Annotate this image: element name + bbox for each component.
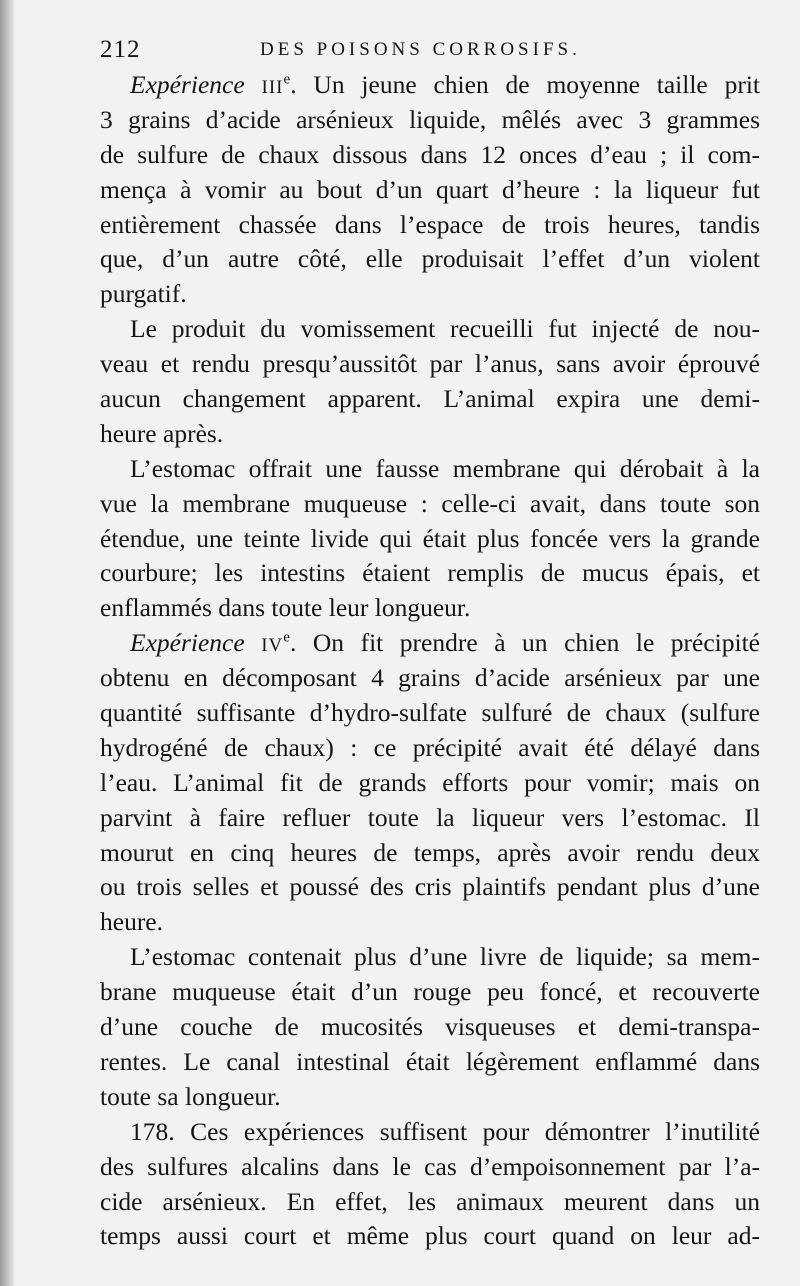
text-line: purgatif. (100, 279, 187, 309)
text-line: rentes. Le canal intestinal était légèrement enflammé dans (100, 1046, 760, 1076)
text-line: de sulfure de chaux dissous dans 12 onces d’eau ; il com- (100, 139, 760, 169)
text-line: 178. Ces expériences suffisent pour démontrer l’inutilité (130, 1116, 760, 1146)
text-line: Expérience IVe. On fit prendre à un chien le précipité (130, 628, 761, 658)
experiment-label: Expérience (130, 628, 245, 658)
text-line: d’une couche de mucosités visqueuses et demi-transpa- (100, 1012, 760, 1042)
text-line: Le produit du vomissement recueilli fut injecté de nou- (130, 314, 760, 344)
page-number: 212 (100, 36, 141, 63)
ordinal-suffix: e (283, 629, 290, 646)
text-line: mença à vomir au bout d’un quart d’heure : la liqueur fut (100, 174, 760, 204)
text-line: L’estomac offrait une fausse membrane qui dérobait à la (130, 453, 760, 483)
text-line: hydrogéné de chaux) : ce précipité avait été délayé dans (100, 732, 760, 762)
text-line: entièrement chassée dans l’espace de trois heures, tandis (100, 209, 760, 239)
text-line: obtenu en décomposant 4 grains d’acide arsénieux par une (100, 663, 760, 693)
text-line: toute sa longueur. (100, 1081, 281, 1111)
experiment-number: III (261, 77, 284, 98)
text-line: Expérience IIIe. Un jeune chien de moyenne taille prit (130, 70, 760, 99)
text-line: vue la membrane muqueuse : celle-ci avait, dans toute son (100, 488, 760, 518)
text-line: heure. (100, 907, 164, 937)
page-body (100, 68, 760, 1254)
ordinal-suffix: e (283, 71, 291, 88)
text-line: mourut en cinq heures de temps, après avoir rendu deux (100, 837, 760, 867)
text-line: courbure; les intestins étaient remplis de mucus épais, et (100, 558, 760, 588)
page-header (100, 30, 760, 64)
text-line: cide arsénieux. En effet, les animaux meurent dans un (100, 1186, 760, 1216)
experiment-number: IV (261, 635, 284, 657)
text-line: temps aussi court et même plus court quand on leur ad- (100, 1221, 760, 1251)
text-line: quantité suffisante d’hydro-sulfate sulfuré de chaux (sulfure (100, 698, 760, 728)
text-line: l’eau. L’animal fit de grands efforts pour vomir; mais on (100, 767, 760, 797)
text-line: veau et rendu presqu’aussitôt par l’anus, sans avoir éprouvé (100, 349, 760, 379)
text-line: heure après. (100, 418, 224, 448)
experiment-label: Expérience (130, 70, 245, 99)
text-line: étendue, une teinte livide qui était plus foncée vers la grande (100, 523, 760, 553)
text-line: brane muqueuse était d’un rouge peu foncé, et recouverte (100, 977, 760, 1007)
text-line: des sulfures alcalins dans le cas d’empoisonnement par l’a- (100, 1151, 760, 1181)
page-gutter-shadow (0, 0, 14, 1286)
text-line: ou trois selles et poussé des cris plaintifs pendant plus d’une (100, 872, 760, 902)
text-line: 3 grains d’acide arsénieux liquide, mêlés avec 3 grammes (100, 104, 760, 134)
text-line: que, d’un autre côté, elle produisait l’effet d’un violent (100, 244, 760, 274)
running-title: DES POISONS CORROSIFS. (260, 39, 581, 60)
text-line: aucun changement apparent. L’animal expira une demi- (100, 384, 760, 414)
text-line: enflammés dans toute leur longueur. (100, 593, 471, 623)
text-line: parvint à faire refluer toute la liqueur vers l’estomac. Il (100, 802, 760, 832)
text-line: L’estomac contenait plus d’une livre de liquide; sa mem- (130, 942, 760, 972)
